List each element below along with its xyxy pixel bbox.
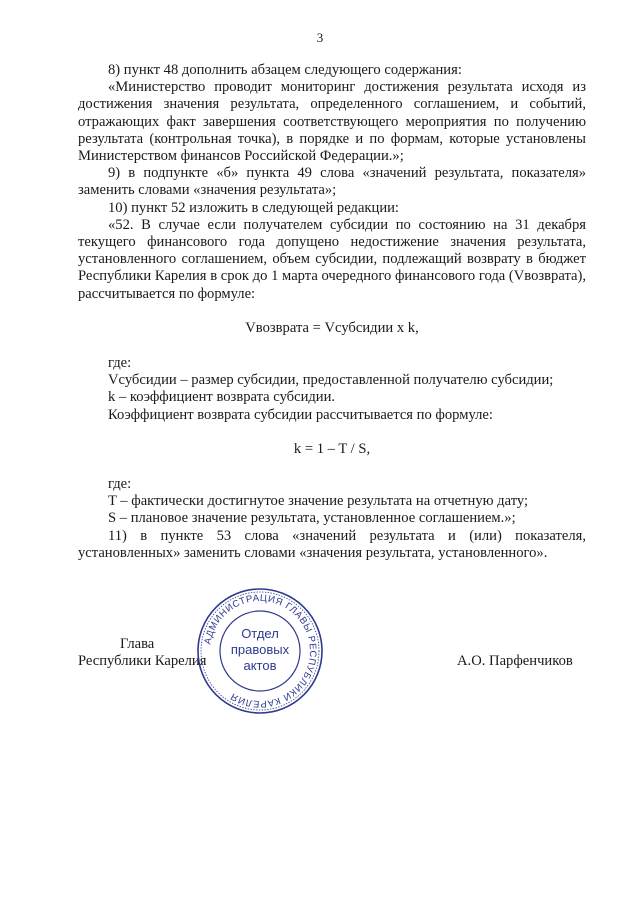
stamp-center-line3: актов <box>243 658 277 673</box>
signatory-title-line1: Глава <box>120 636 155 652</box>
formula-refund: Vвозврата = Vсубсидии x k, <box>245 319 419 336</box>
paragraph-item-52: «52. В случае если получателем субсидии по состоянию на 31 декабря текущего финансового года допущено недостижение значения результата, установленного соглашением, объем субсидии, подлежащий возврату в бюджет Республики Карелия в срок до 1 марта очередного финансового года (Vвозврата), рассчитывается по формуле: <box>78 216 586 302</box>
paragraph-coefficient: Коэффициент возврата субсидии рассчитывается по формуле: <box>108 406 493 423</box>
paragraph-item-10: 10) пункт 52 изложить в следующей редакции: <box>108 199 399 216</box>
where-label: где: <box>108 355 132 372</box>
official-stamp <box>195 586 325 716</box>
definition-t: T – фактически достигнутое значение результата на отчетную дату; <box>108 493 529 510</box>
page-number: 3 <box>316 30 324 45</box>
stamp-center-line2: правовых <box>230 642 290 657</box>
formula-coefficient: k = 1 – T / S, <box>293 440 371 457</box>
definition-k: k – коэффициент возврата субсидии. <box>108 389 336 406</box>
definition-s: S – плановое значение результата, установленное соглашением.»; <box>108 510 516 527</box>
paragraph-item-8: 8) пункт 48 дополнить абзацем следующего содержания: <box>108 62 462 78</box>
document-body <box>78 62 586 562</box>
signatory-title-line2: Республики Карелия <box>78 653 207 669</box>
paragraph-item-9: 9) в подпункте «б» пункта 49 слова «значений результата, показателя» заменить словами «значения результата»; <box>78 165 586 199</box>
signatory-title <box>78 636 206 670</box>
where-label: где: <box>108 476 132 493</box>
paragraph-item-11: 11) в пункте 53 слова «значений результата и (или) показателя, установленных» заменить словами «значения результата, установленного». <box>78 527 586 561</box>
paragraph-item-48-text: «Министерство проводит мониторинг достижения результата исходя из достижения значения результата, определенного соглашением, и событий, отражающих факт завершения соответствующего мероприятия по получению результата (контрольная точка), в порядке и по формам, которые установлены Министерством финансов Российской Федерации.»; <box>78 79 586 165</box>
definition-v-subsidy: Vсубсидии – размер субсидии, предоставленной получателю субсидии; <box>108 372 554 389</box>
signatory-name: А.О. Парфенчиков <box>457 653 573 669</box>
stamp-ring-text: АДМИНИСТРАЦИЯ ГЛАВЫ РЕСПУБЛИКИ КАРЕЛИЯ <box>202 592 319 710</box>
stamp-center-line1: Отдел <box>241 626 279 641</box>
